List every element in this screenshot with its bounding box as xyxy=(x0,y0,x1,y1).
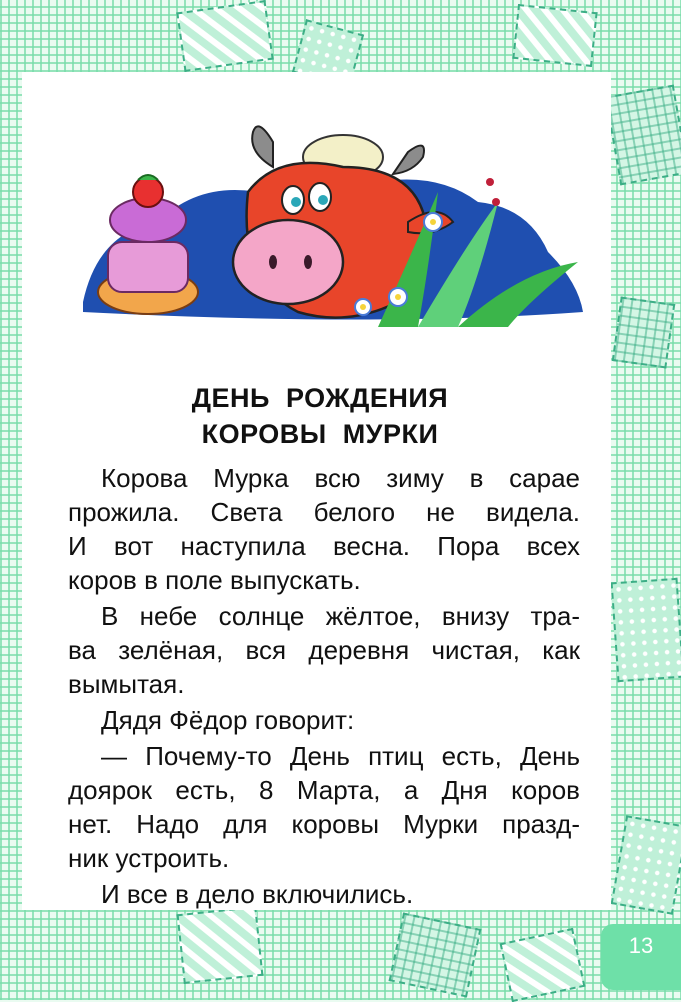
border-patch-bottom-1 xyxy=(177,906,264,984)
text-line: ва зелёная, вся деревня чистая, как xyxy=(68,635,580,665)
cake-icon xyxy=(98,175,198,314)
text-line: коров в поле выпускать. xyxy=(68,565,361,595)
page-number: 13 xyxy=(628,933,654,958)
text-line: ник устроить. xyxy=(68,843,230,873)
text-line: вымытая. xyxy=(68,669,185,699)
story-title-line-1: ДЕНЬ РОЖДЕНИЯ xyxy=(191,383,449,413)
text-line: — Почему-то День птиц есть, День xyxy=(101,741,580,771)
text-line: Корова Мурка всю зиму в сарае xyxy=(101,463,580,493)
text-line: И все в дело включились. xyxy=(101,879,414,909)
paragraph-3 xyxy=(68,703,580,737)
border-patch-right-3 xyxy=(611,578,681,682)
page-number-tab xyxy=(601,924,681,990)
story-title-line-2: КОРОВЫ МУРКИ xyxy=(201,419,439,449)
text-line: В небе солнце жёлтое, внизу тра- xyxy=(101,601,580,631)
paragraph-4 xyxy=(68,739,580,875)
text-line: нет. Надо для коровы Мурки празд- xyxy=(68,809,580,839)
border-patch-top-left xyxy=(176,0,273,72)
text-line: И вот наступила весна. Пора всех xyxy=(68,531,580,561)
story-text xyxy=(68,461,580,913)
text-line: Дядя Фёдор говорит: xyxy=(101,705,355,735)
paragraph-5 xyxy=(68,877,580,911)
text-line: доярок есть, 8 Марта, а Дня коров xyxy=(68,775,580,805)
border-patch-right-2 xyxy=(612,296,676,368)
paragraph-1 xyxy=(68,461,580,597)
cow-with-cake-illustration xyxy=(78,112,588,342)
text-line: прожила. Света белого не видела. xyxy=(68,497,580,527)
border-patch-top-right xyxy=(512,4,597,67)
paragraph-2 xyxy=(68,599,580,701)
story-title xyxy=(100,380,540,452)
